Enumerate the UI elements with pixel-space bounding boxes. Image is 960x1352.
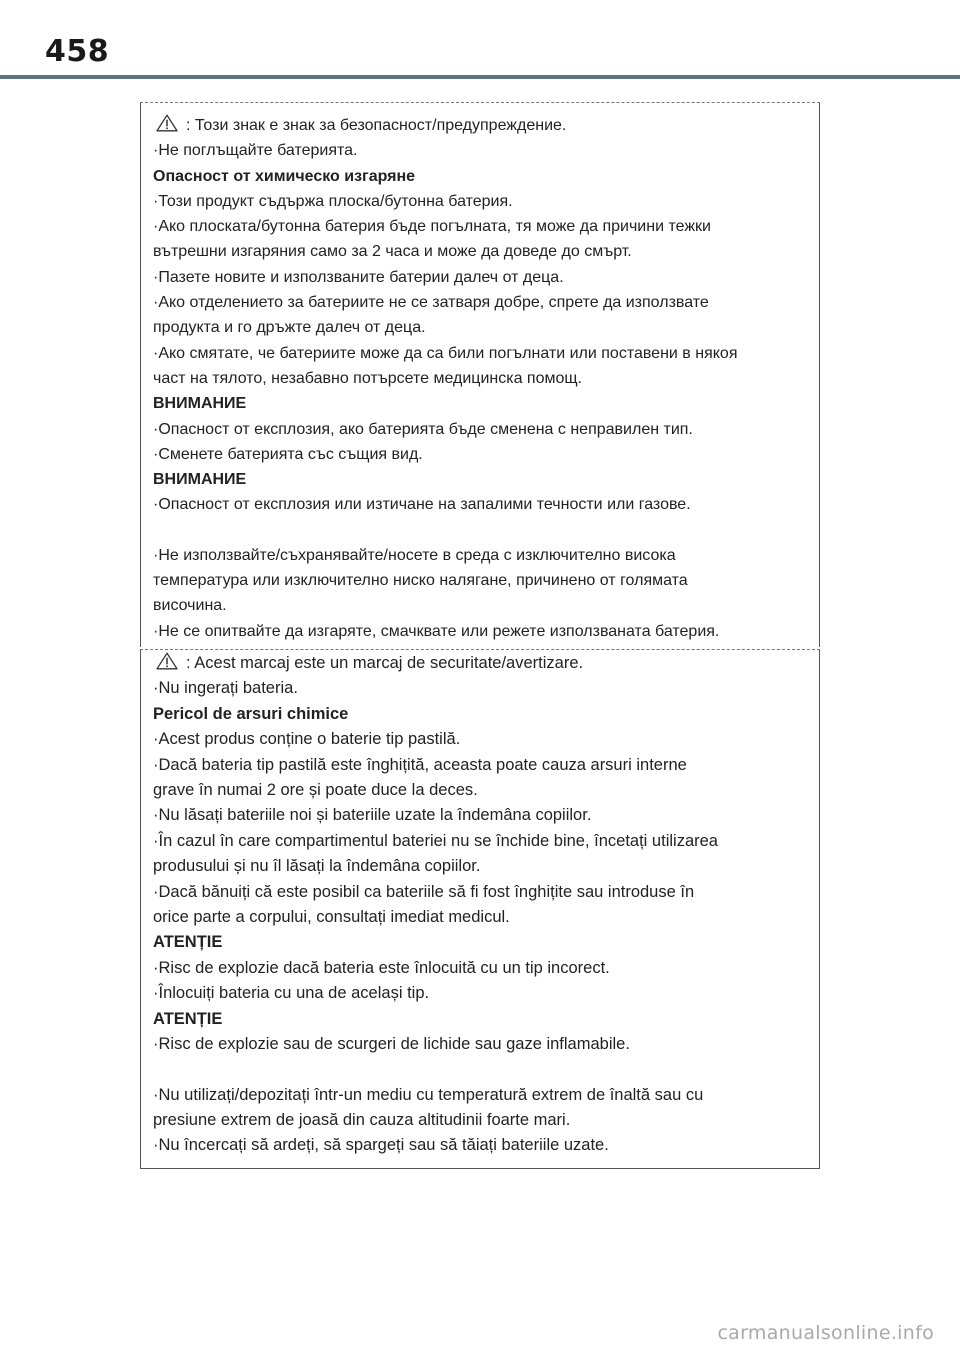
text-line bbox=[153, 1108, 804, 1133]
text-line bbox=[153, 829, 804, 854]
text-line bbox=[153, 1133, 804, 1158]
line-text: ATENȚIE bbox=[153, 1009, 223, 1028]
line-text: ·Не поглъщайте батерията. bbox=[153, 142, 358, 160]
text-line bbox=[153, 239, 804, 264]
line-text: ВНИМАНИЕ bbox=[153, 395, 247, 413]
line-text: : Acest marcaj este un marcaj de securitate/avertizare. bbox=[186, 654, 584, 672]
line-text: ·Risc de explozie sau de scurgeri de lichide sau gaze inflamabile. bbox=[153, 1035, 630, 1054]
page-number: 458 bbox=[45, 34, 110, 69]
line-text: ·Nu utilizați/depozitați într-un mediu cu temperatură extrem de înaltă sau cu bbox=[153, 1085, 704, 1104]
text-line bbox=[153, 880, 804, 905]
line-text: ·Не се опитвайте да изгаряте, смачквате или режете използваната батерия. bbox=[153, 622, 720, 640]
line-text: ·Risc de explozie dacă bateria este înlocuită cu un tip incorect. bbox=[153, 958, 610, 977]
text-line bbox=[153, 568, 804, 593]
section-heading bbox=[153, 467, 804, 492]
line-text: ·Пазете новите и използваните батерии далеч от деца. bbox=[153, 268, 564, 286]
warning-box-bulgarian bbox=[140, 102, 820, 647]
text-line bbox=[153, 113, 804, 138]
line-text: ВНИМАНИЕ bbox=[153, 471, 247, 489]
line-text: ·Ако отделението за батериите не се затваря добре, спрете да използвате bbox=[153, 294, 709, 312]
text-line bbox=[153, 315, 804, 340]
warning-triangle-icon bbox=[156, 652, 178, 670]
line-text: ·În cazul în care compartimentul bateriei nu se închide bine, încetați utilizarea bbox=[153, 831, 718, 850]
line-text: ATENȚIE bbox=[153, 933, 223, 952]
line-text: grave în numai 2 ore și poate duce la deces. bbox=[153, 781, 478, 800]
line-text: ·Înlocuiți bateria cu una de același tip. bbox=[153, 984, 430, 1003]
text-line bbox=[153, 492, 804, 517]
watermark: carmanualsonline.info bbox=[717, 1322, 934, 1344]
text-line bbox=[153, 341, 804, 366]
text-line bbox=[153, 593, 804, 618]
line-text: ·Ако плоската/бутонна батерия бъде погълната, тя може да причини тежки bbox=[153, 218, 711, 236]
text-line bbox=[153, 753, 804, 778]
text-line bbox=[153, 619, 804, 644]
text-line bbox=[153, 214, 804, 239]
warning-triangle-icon bbox=[156, 114, 178, 132]
text-line bbox=[153, 676, 804, 701]
line-text: ·Dacă bateria tip pastilă este înghițită, aceasta poate cauza arsuri interne bbox=[153, 755, 687, 774]
section-heading bbox=[153, 164, 804, 189]
line-text: ·Този продукт съдържа плоска/бутонна батерия. bbox=[153, 192, 513, 210]
paragraph-gap bbox=[153, 1058, 804, 1083]
line-text: ·Nu ingerați bateria. bbox=[153, 679, 298, 698]
paragraph-gap bbox=[153, 518, 804, 543]
section-heading bbox=[153, 930, 804, 955]
line-text: температура или изключително ниско налягане, причинено от голямата bbox=[153, 572, 688, 590]
line-text: ·Ако смятате, че батериите може да са били погълнати или поставени в някоя bbox=[153, 344, 738, 362]
line-text: височина. bbox=[153, 597, 227, 615]
text-line bbox=[153, 189, 804, 214]
text-line bbox=[153, 981, 804, 1006]
line-text: ·Сменете батерията със същия вид. bbox=[153, 445, 423, 463]
line-text: ·Dacă bănuiți că este posibil ca bateriile să fi fost înghițite sau introduse în bbox=[153, 882, 695, 901]
line-text: ·Опасност от експлозия, ако батерията бъде сменена с неправилен тип. bbox=[153, 420, 693, 438]
text-line bbox=[153, 803, 804, 828]
line-text: orice parte a corpului, consultați imediat medicul. bbox=[153, 908, 510, 927]
line-text: : Този знак е знак за безопасност/предупреждение. bbox=[186, 117, 567, 134]
text-line bbox=[153, 1032, 804, 1057]
line-text: част на тялото, незабавно потърсете медицинска помощ. bbox=[153, 369, 582, 387]
text-line bbox=[153, 290, 804, 315]
text-line bbox=[153, 651, 804, 676]
line-text: ·Не използвайте/съхранявайте/носете в среда с изключително висока bbox=[153, 546, 676, 564]
text-line bbox=[153, 956, 804, 981]
text-line bbox=[153, 905, 804, 930]
line-text: produsului și nu îl lăsați la îndemâna copiilor. bbox=[153, 857, 481, 876]
header-rule bbox=[0, 75, 960, 79]
section-heading bbox=[153, 1007, 804, 1032]
text-line bbox=[153, 727, 804, 752]
text-line bbox=[153, 138, 804, 163]
warning-box-romanian bbox=[140, 649, 820, 1169]
line-text: продукта и го дръжте далеч от деца. bbox=[153, 319, 426, 337]
text-line bbox=[153, 265, 804, 290]
line-text: ·Nu lăsați bateriile noi și bateriile uzate la îndemâna copiilor. bbox=[153, 806, 592, 825]
line-text: ·Acest produs conține o baterie tip pastilă. bbox=[153, 730, 461, 749]
text-line bbox=[153, 543, 804, 568]
line-text: вътрешни изгаряния само за 2 часа и може да доведе до смърт. bbox=[153, 243, 632, 261]
line-text: presiune extrem de joasă din cauza altitudinii foarte mari. bbox=[153, 1110, 571, 1129]
text-line bbox=[153, 442, 804, 467]
text-line bbox=[153, 854, 804, 879]
section-heading bbox=[153, 702, 804, 727]
line-text: ·Nu încercați să ardeți, să spargeți sau să tăiați bateriile uzate. bbox=[153, 1136, 609, 1155]
section-heading bbox=[153, 391, 804, 416]
line-text: Pericol de arsuri chimice bbox=[153, 704, 349, 723]
text-line bbox=[153, 1083, 804, 1108]
line-text: ·Опасност от експлозия или изтичане на запалими течности или газове. bbox=[153, 496, 691, 514]
text-line bbox=[153, 417, 804, 442]
text-line bbox=[153, 366, 804, 391]
line-text: Опасност от химическо изгаряне bbox=[153, 167, 416, 185]
text-line bbox=[153, 778, 804, 803]
